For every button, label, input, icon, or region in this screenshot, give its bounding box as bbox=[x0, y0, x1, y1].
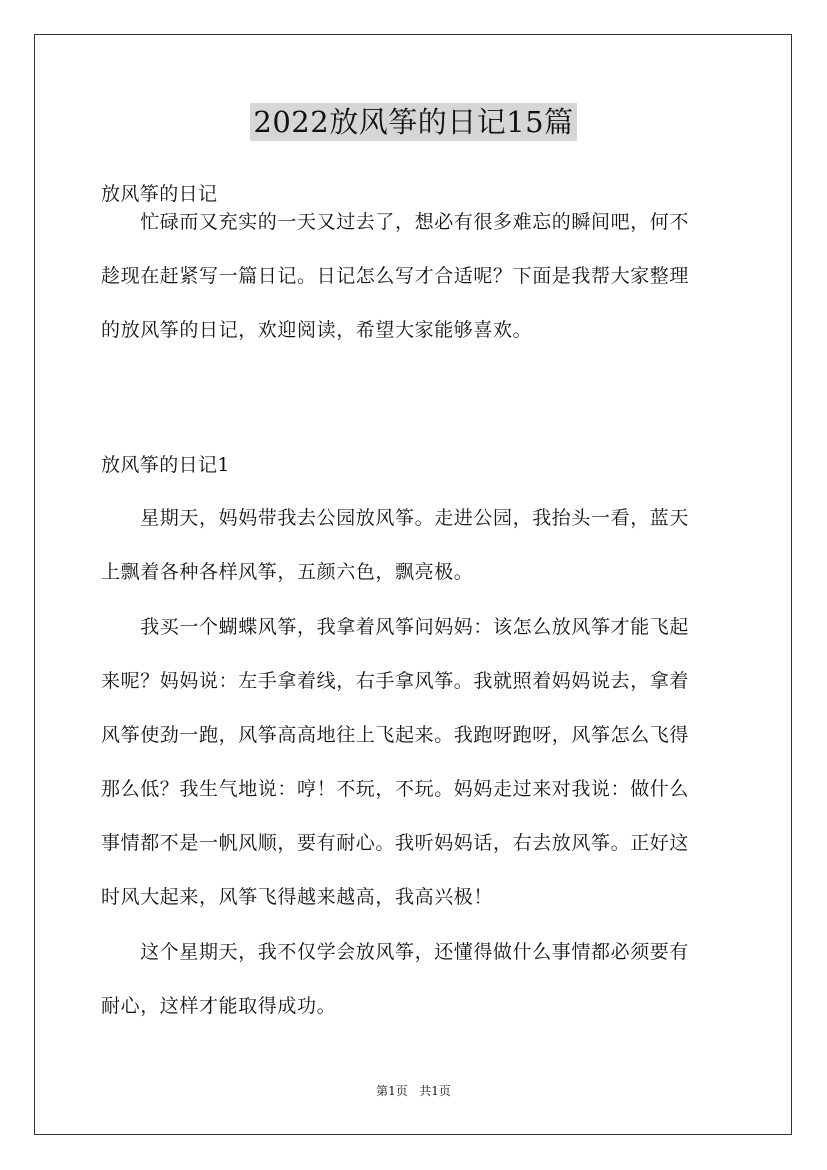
section1-line-1: 星期天，妈妈带我去公园放风筝。走进公园，我抬头一看，蓝天 bbox=[101, 507, 690, 529]
title-container bbox=[0, 103, 827, 141]
section1-line-10: 耐心，这样才能取得成功。 bbox=[101, 995, 337, 1017]
section1-line-8: 时风大起来，风筝飞得越来越高，我高兴极！ bbox=[101, 886, 494, 908]
document-title: 2022放风筝的日记15篇 bbox=[250, 103, 576, 141]
section1-line-2: 上飘着各种各样风筝，五颜六色，飘亮极。 bbox=[101, 561, 474, 583]
footer-page-number: 第1页 bbox=[376, 1084, 408, 1098]
section1-line-5: 风筝使劲一跑，风筝高高地往上飞起来。我跑呀跑呀，风筝怎么飞得 bbox=[101, 724, 690, 746]
section1-heading: 放风筝的日记1 bbox=[101, 454, 230, 476]
intro-line-2: 趁现在赶紧写一篇日记。日记怎么写才合适呢？下面是我帮大家整理 bbox=[101, 265, 690, 287]
intro-line-1: 忙碌而又充实的一天又过去了，想必有很多难忘的瞬间吧，何不 bbox=[101, 211, 690, 233]
intro-heading: 放风筝的日记 bbox=[101, 183, 218, 205]
intro-line-3: 的放风筝的日记，欢迎阅读，希望大家能够喜欢。 bbox=[101, 319, 533, 341]
section1-line-7: 事情都不是一帆风顺，要有耐心。我听妈妈话，右去放风筝。正好这 bbox=[101, 832, 690, 854]
section1-line-9: 这个星期天，我不仅学会放风筝，还懂得做什么事情都必须要有 bbox=[101, 941, 690, 963]
section1-line-6: 那么低？我生气地说：哼！不玩，不玩。妈妈走过来对我说：做什么 bbox=[101, 778, 690, 800]
section1-line-4: 来呢？妈妈说：左手拿着线，右手拿风筝。我就照着妈妈说去，拿着 bbox=[101, 670, 690, 692]
footer-total-pages: 共1页 bbox=[419, 1084, 451, 1098]
page-footer bbox=[0, 1083, 827, 1099]
section1-line-3: 我买一个蝴蝶风筝，我拿着风筝问妈妈：该怎么放风筝才能飞起 bbox=[101, 616, 690, 638]
